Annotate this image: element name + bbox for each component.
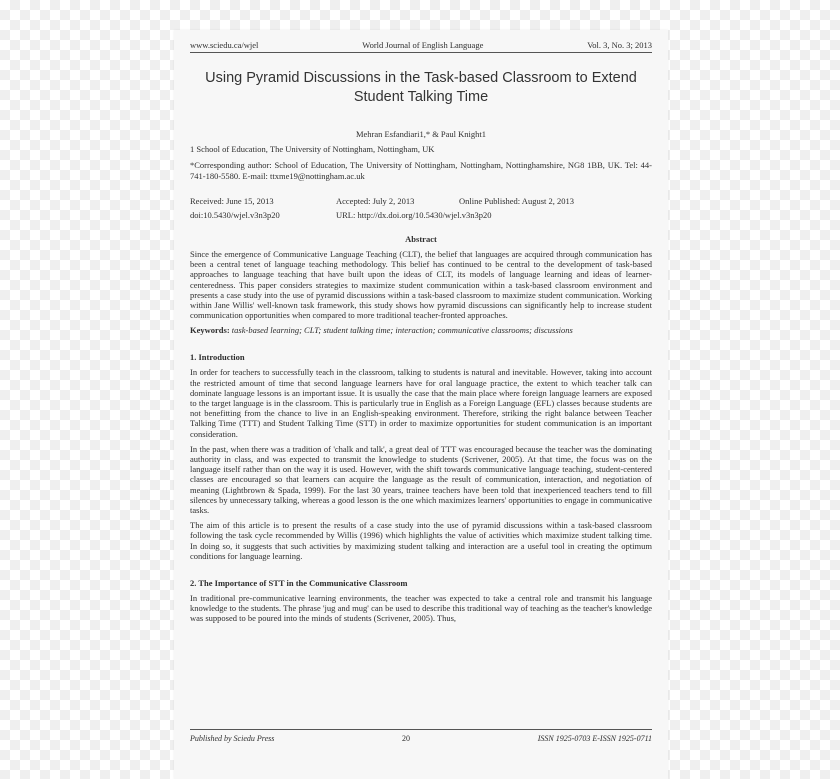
keywords-list: task-based learning; CLT; student talking time; interaction; communicative classrooms; discussions [231,325,573,336]
keywords-line [190,325,652,335]
page-footer [190,729,652,743]
article-title: Using Pyramid Discussions in the Task-based Classroom to Extend Student Talking Time [205,70,637,105]
issn: ISSN 1925-0703 E-ISSN 1925-0711 [537,734,652,743]
running-header [190,40,652,53]
section-2-paragraph-1: In traditional pre-communicative learning environments, the teacher was expected to take a central role and transmit his language knowledge to the students. The phrase 'jug and mug' can be used to describe this traditional way of teaching as the teacher's knowledge was supposed to be poured into the minds of students (Scrivener, 2005). Thus, [190,593,652,624]
publication-dates [190,196,652,206]
abstract-heading: Abstract [405,234,437,244]
section-1-paragraph-2: In the past, when there was a tradition of 'chalk and talk', a great deal of TTT was encouraged because the teacher was the dominating authority in class, and was expected to transmit the knowledge to students (Scrivener, 2005). At that time, the focus was on the language itself rather than on the way it is used. However, with the shift towards communicative language teaching, student-centered classes are encouraged so that learners can acquire the language as the result of communication, interaction, and negotiation of meaning (Lightbrown & Spada, 1999). For the last 30 years, trainee teachers have been told that inexperienced teachers tend to fill silences by unnecessary talking, whereas a good lesson is the one which maximizes learners' opportunities to engage in communicative tasks. [190,443,652,516]
section-1-paragraph-3: The aim of this article is to present the results of a case study into the use of pyramid discussions within a task-based classroom following the task cycle recommended by Willis (1996) which highlights the value of activities which maximize student talking time. In doing so, it suggests that such activities by maximizing student talking and interaction are a useful tool in creating the optimum conditions for language learning. [190,520,652,561]
keywords-label: Keywords: [190,325,230,336]
section-2-heading: 2. The Importance of STT in the Communicative Classroom [190,578,408,589]
authors-line: Mehran Esfandiari1,* & Paul Knight1 [355,129,487,139]
received-date: Received: June 15, 2013 [190,196,274,206]
journal-volume: Vol. 3, No. 3; 2013 [587,40,652,50]
article-identifiers [190,210,652,220]
section-1-heading: 1. Introduction [190,352,245,363]
section-1-paragraph-1: In order for teachers to successfully teach in the classroom, talking to students is natural and inevitable. However, taking into account the restricted amount of time that second language learners have for oral language practice, the extent to which teacher talk can dominate language lessons is an important issue. It is usually the case that the main place where foreign language learners are exposed to the target language is in the classroom. This is particularly true in English as a Foreign Language (EFL) classes because students are not benefitting from the chance to live in an English-speaking environment. Therefore, striking the right balance between Teacher Talking Time (TTT) and Student Talking Time (STT) in order to maximize opportunities for student communication is an important consideration. [190,367,652,439]
page-content [190,40,652,624]
doi: doi:10.5430/wjel.v3n3p20 [190,210,280,220]
document-page [174,30,668,779]
corresponding-author: *Corresponding author: School of Education, The University of Nottingham, Nottingham, Nottinghamshire, NG8 1BB, UK. Tel: 44-741-180-5580. E-mail: ttxme19@nottingham.ac.uk [190,160,652,181]
published-date: Online Published: August 2, 2013 [459,196,574,206]
publisher: Published by Sciedu Press [190,734,275,743]
abstract-text: Since the emergence of Communicative Language Teaching (CLT), the belief that languages are acquired through communication has been a central tenet of language teaching methodology. This belief has continued to be central to the development of task-based approaches to language teaching that have built upon the ideas of CLT, its models of language learning and ideas of learner-centeredness. This paper considers strategies to maximize student communication within a task-based classroom environment and presents a case study into the use of pyramid discussions within a task-based classroom to maximize student communication. Working within Jane Willis' well-known task framework, this study shows how pyramid discussions can significantly help to increase student communication opportunities when compared to more traditional teacher-fronted approaches. [190,249,652,321]
journal-name: World Journal of English Language [362,40,484,50]
page-number: 20 [402,734,411,743]
affiliation-1: 1 School of Education, The University of Nottingham, Nottingham, UK [190,144,435,154]
article-url: URL: http://dx.doi.org/10.5430/wjel.v3n3p20 [336,210,492,220]
accepted-date: Accepted: July 2, 2013 [336,196,415,206]
journal-url: www.sciedu.ca/wjel [190,40,259,50]
